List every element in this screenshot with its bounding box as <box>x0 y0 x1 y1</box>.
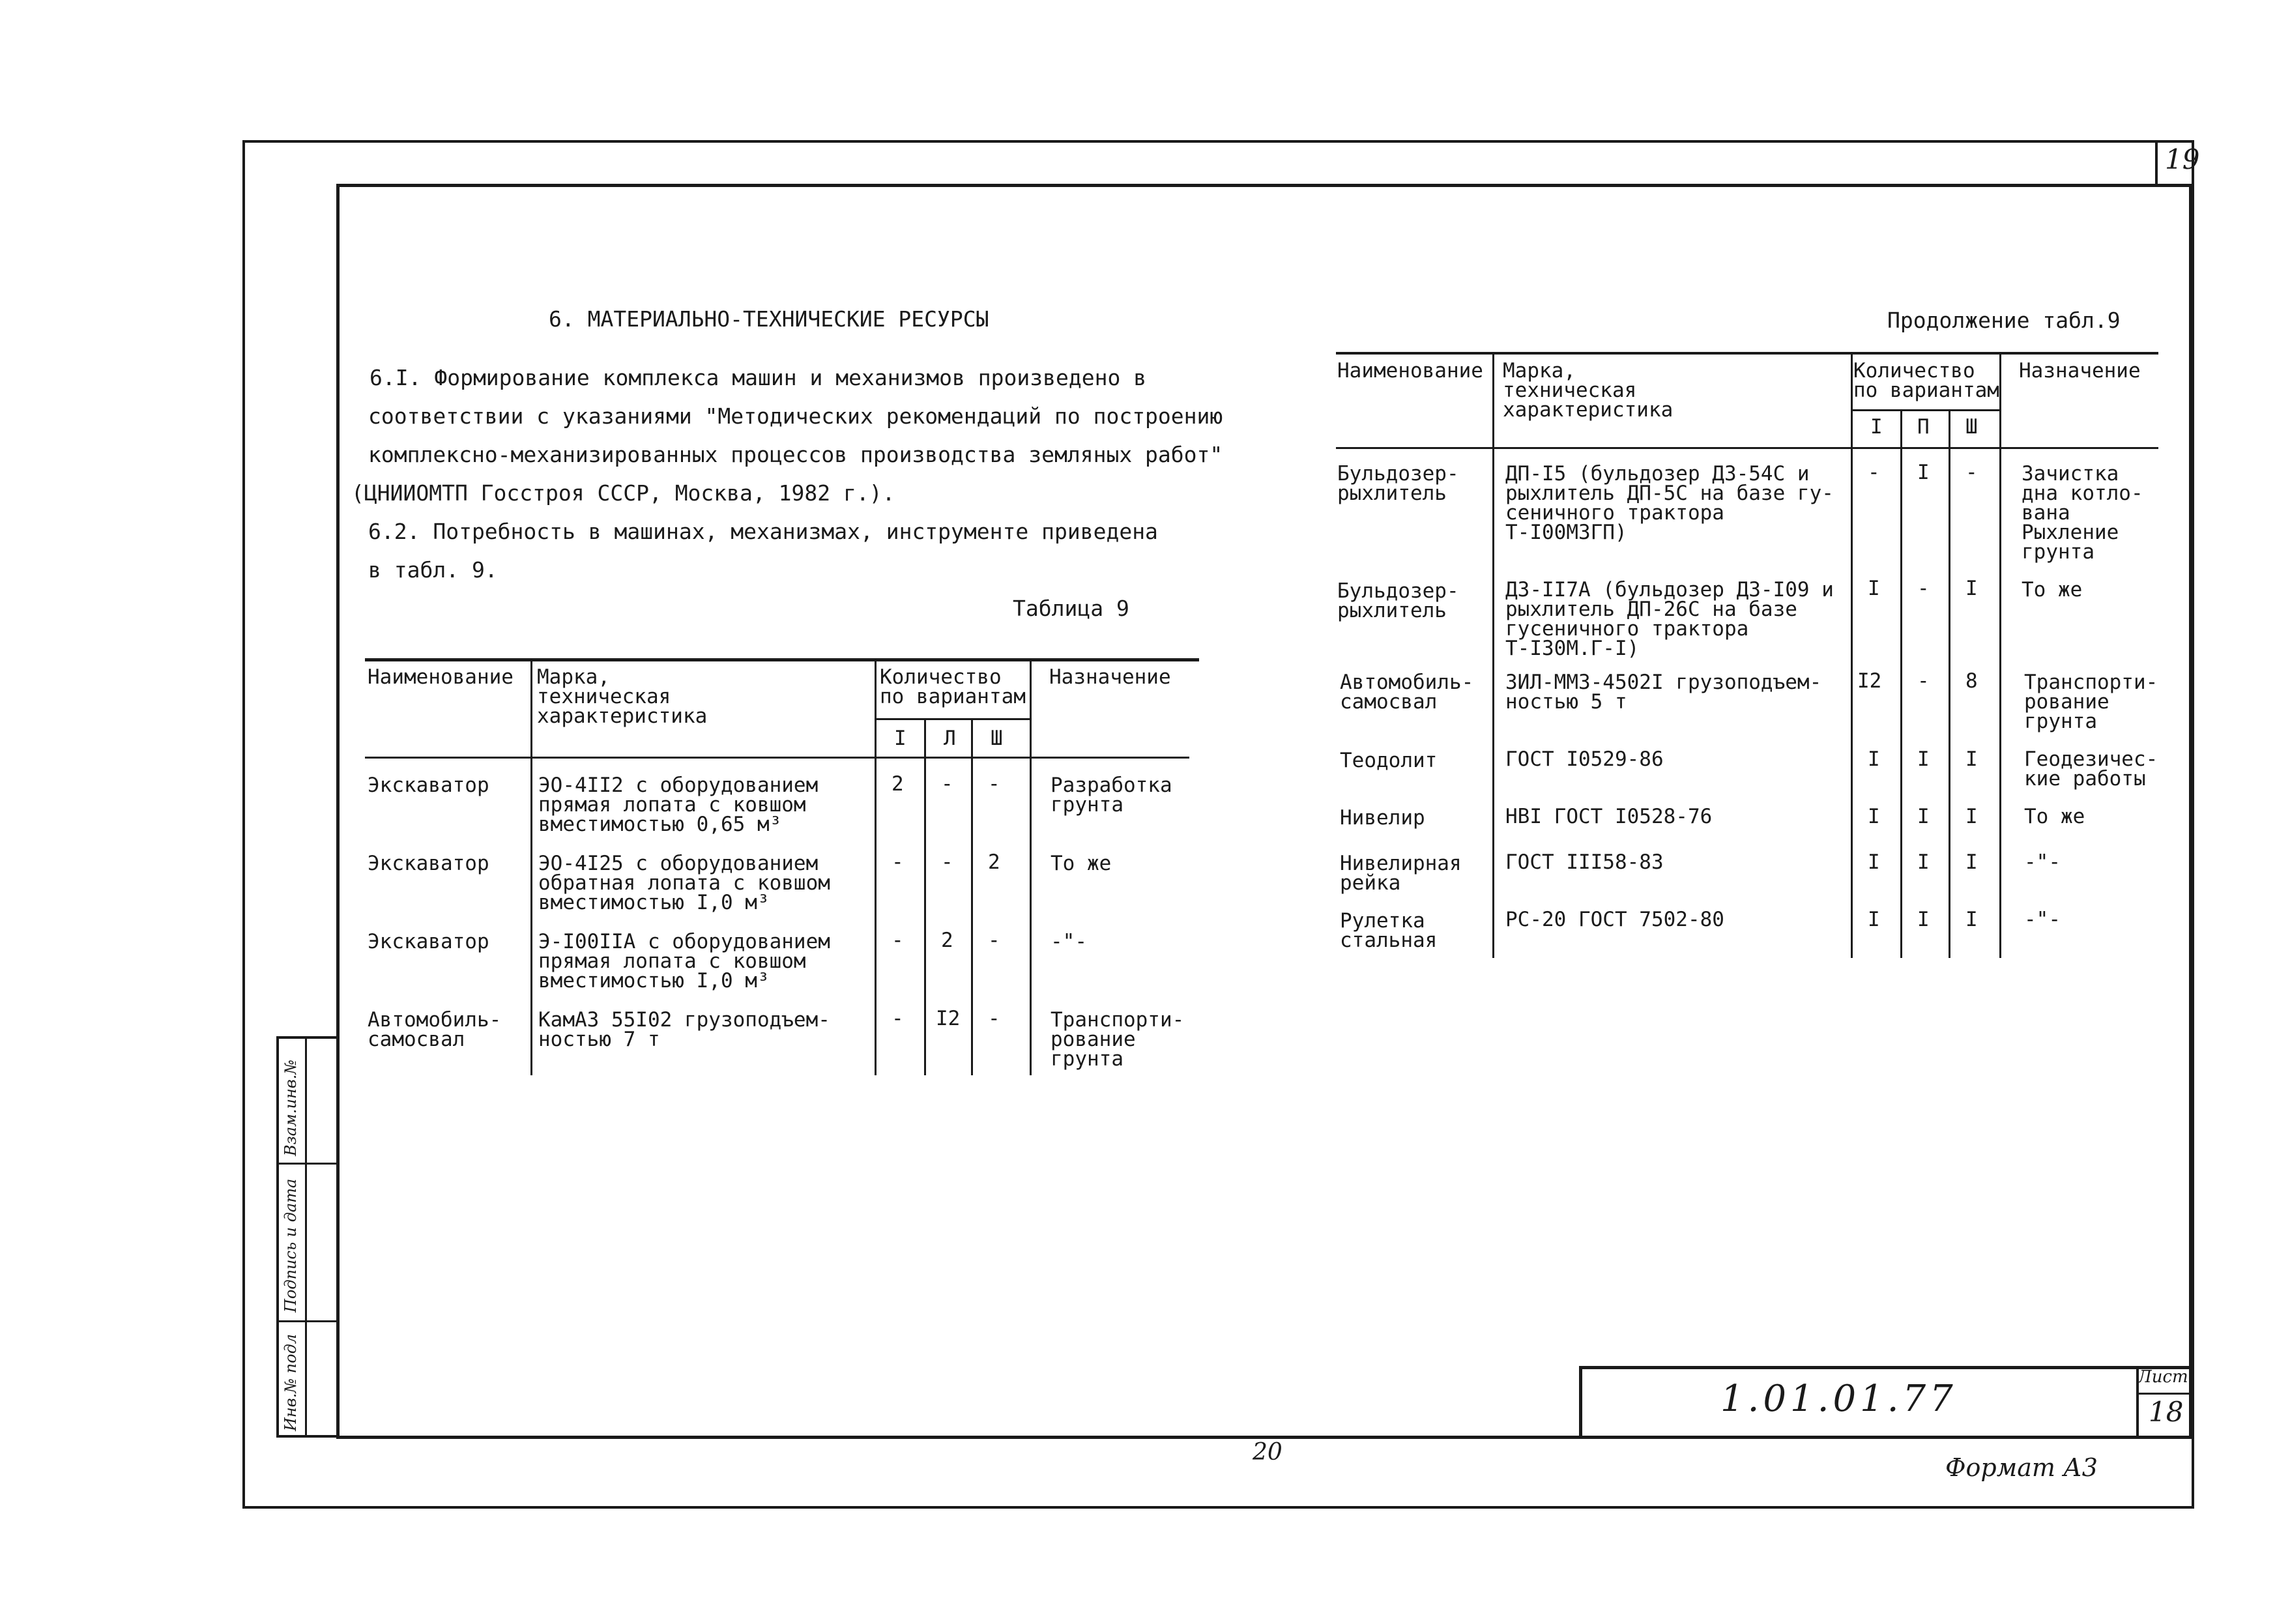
row-v1: 2 <box>891 772 904 796</box>
header-variant-2: П <box>1917 415 1930 439</box>
paragraph-6-1 <box>351 358 1223 512</box>
row-spec: Э-I00IIА с оборудованием прямая лопата с ковшом вместимостью I,0 м³ <box>538 930 830 993</box>
row-v2: - <box>941 850 953 874</box>
row-v3: 8 <box>1965 669 1978 693</box>
row-v2: - <box>1917 577 1930 600</box>
row-name: Экскаватор <box>368 774 489 797</box>
row-purpose: Геодезичес- кие работы <box>2024 747 2158 790</box>
row-spec: ГОСТ I0529-86 <box>1505 747 1664 771</box>
bottom-page-number: 20 <box>1253 1439 1283 1466</box>
row-spec: ЗИЛ-ММЗ-4502I грузоподъем- ностью 5 т <box>1505 671 1822 714</box>
row-name: Экскаватор <box>368 930 489 953</box>
row-v3: I <box>1965 805 1978 828</box>
para-line: (ЦНИИОМТП Госстроя СССР, Москва, 1982 г.). <box>351 480 895 506</box>
row-v2: - <box>1917 669 1930 693</box>
para-line: соответствии с указаниями "Методических рекомендаций по построению <box>368 403 1223 429</box>
header-variant-3: Ш <box>991 727 1003 750</box>
row-name: Рулетка стальная <box>1340 909 1438 952</box>
row-spec: РС-20 ГОСТ 7502-80 <box>1505 908 1724 931</box>
row-spec: ГОСТ III58-83 <box>1505 850 1664 874</box>
row-v3: - <box>988 772 1000 796</box>
header-name: Наименование <box>368 665 514 689</box>
row-v2: I <box>1917 805 1930 828</box>
table-right <box>1336 352 2158 958</box>
row-v1: I <box>1868 577 1880 600</box>
row-purpose: То же <box>2022 578 2083 602</box>
row-name: Автомобиль- самосвал <box>368 1008 502 1051</box>
table-left-caption: Таблица 9 <box>1013 596 1129 621</box>
header-name: Наименование <box>1337 359 1483 383</box>
row-v2: I2 <box>936 1007 961 1030</box>
row-v2: 2 <box>941 929 953 952</box>
row-v3: 2 <box>988 850 1000 874</box>
sheet-number: 18 <box>2149 1396 2184 1428</box>
row-purpose: Разработка грунта <box>1051 774 1172 817</box>
row-v2: I <box>1917 461 1930 484</box>
sheet-label: Лист <box>2138 1367 2188 1387</box>
designation: 1.01.01.77 <box>1720 1378 1957 1420</box>
row-spec: ЭО-4I25 с оборудованием обратная лопата с ковшом вместимостью I,0 м³ <box>538 852 830 914</box>
row-purpose: Зачистка дна котло- вана Рыхление грунта <box>2022 462 2143 564</box>
section-title: 6. МАТЕРИАЛЬНО-ТЕХНИЧЕСКИЕ РЕСУРСЫ <box>549 306 989 332</box>
stamp-inv-no: Инв.№ подл <box>282 1333 300 1431</box>
stamp-signature-date: Подпись и дата <box>282 1178 300 1312</box>
row-name: Нивелир <box>1340 806 1425 830</box>
header-spec: Марка, техническая характеристика <box>1503 359 1674 422</box>
row-v3: I <box>1965 747 1978 771</box>
row-v1: - <box>891 850 904 874</box>
header-spec: Марка, техническая характеристика <box>537 665 708 728</box>
side-stamp <box>276 1036 336 1438</box>
row-v1: I2 <box>1857 669 1882 693</box>
paragraph-6-2 <box>368 512 1158 589</box>
header-variant-2: Л <box>944 727 956 750</box>
row-v1: - <box>1868 461 1880 484</box>
row-spec: НВI ГОСТ I0528-76 <box>1505 805 1713 828</box>
table-right-caption: Продолжение табл.9 <box>1887 308 2121 333</box>
row-v1: I <box>1868 805 1880 828</box>
row-v3: - <box>988 1007 1000 1030</box>
row-v2: I <box>1917 850 1930 874</box>
table-left <box>365 658 1199 1075</box>
row-v2: I <box>1917 908 1930 931</box>
row-v1: - <box>891 1007 904 1030</box>
para-line: комплексно-механизированных процессов производства земляных работ" <box>368 442 1223 467</box>
row-spec: ДП-I5 (бульдозер ДЗ-54С и рыхлитель ДП-5С на базе гу- сеничного трактора Т-I00МЗГП) <box>1505 462 1834 544</box>
row-v2: I <box>1917 747 1930 771</box>
row-v3: I <box>1965 850 1978 874</box>
header-purpose: Назначение <box>1049 665 1171 689</box>
row-v2: - <box>941 772 953 796</box>
header-purpose: Назначение <box>2019 359 2141 383</box>
header-qty: Количество по вариантам <box>1853 359 1999 402</box>
row-purpose: Транспорти- рование грунта <box>2024 671 2158 733</box>
row-v1: I <box>1868 850 1880 874</box>
row-v3: - <box>1965 461 1978 484</box>
row-spec: ДЗ-II7А (бульдозер ДЗ-I09 и рыхлитель ДП-26С на базе гусеничного трактора Т-I30М.Г-I) <box>1505 578 1834 660</box>
row-v3: I <box>1965 908 1978 931</box>
row-name: Нивелирная рейка <box>1340 852 1462 895</box>
row-purpose: -"- <box>1051 930 1087 953</box>
para-line: в табл. 9. <box>368 557 498 583</box>
row-spec: КамАЗ 55I02 грузоподъем- ностью 7 т <box>538 1008 830 1051</box>
header-qty: Количество по вариантам <box>880 665 1026 708</box>
header-variant-1: I <box>894 727 906 750</box>
header-variant-3: Ш <box>1965 415 1978 439</box>
row-name: Бульдозер- рыхлитель <box>1337 579 1459 622</box>
row-v3: - <box>988 929 1000 952</box>
row-purpose: То же <box>1051 852 1112 875</box>
row-purpose: -"- <box>2024 908 2061 931</box>
row-name: Автомобиль- самосвал <box>1340 671 1474 714</box>
row-name: Бульдозер- рыхлитель <box>1337 462 1459 505</box>
row-v1: - <box>891 929 904 952</box>
para-line: 6.2. Потребность в машинах, механизмах, инструменте приведена <box>368 519 1158 544</box>
row-purpose: -"- <box>2024 850 2061 874</box>
row-purpose: То же <box>2024 805 2085 828</box>
row-purpose: Транспорти- рование грунта <box>1051 1008 1185 1071</box>
para-line: 6.I. Формирование комплекса машин и механизмов произведено в <box>370 365 1147 390</box>
corner-number: 19 <box>2165 143 2200 175</box>
header-variant-1: I <box>1870 415 1883 439</box>
format-label: Формат А3 <box>1945 1453 2098 1482</box>
row-v3: I <box>1965 577 1978 600</box>
row-v1: I <box>1868 908 1880 931</box>
row-name: Экскаватор <box>368 852 489 875</box>
stamp-replacement-inv: Взам.инв.№ <box>282 1059 300 1156</box>
row-name: Теодолит <box>1340 749 1438 772</box>
row-spec: ЭО-4II2 с оборудованием прямая лопата с ковшом вместимостью 0,65 м³ <box>538 774 819 836</box>
row-v1: I <box>1868 747 1880 771</box>
